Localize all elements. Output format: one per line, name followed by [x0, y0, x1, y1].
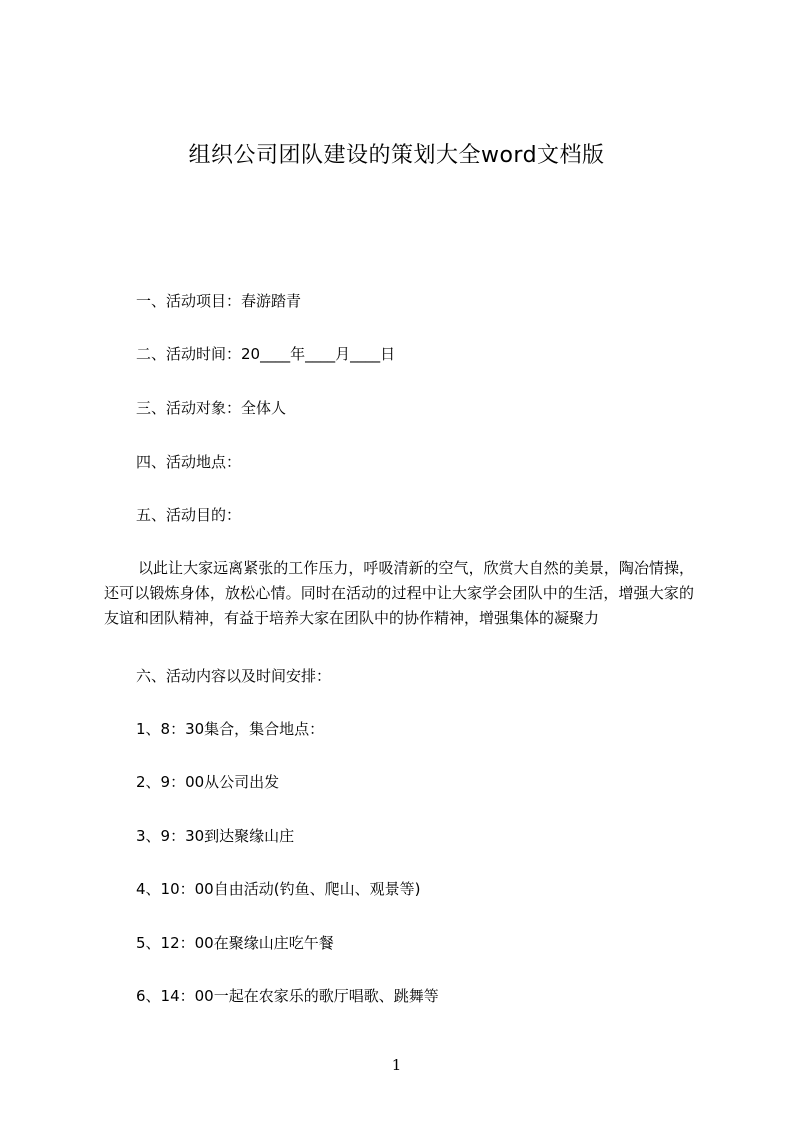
schedule-item: 1、8：30集合，集合地点：: [136, 720, 325, 738]
schedule-item: 2、9：00从公司出发: [136, 773, 280, 791]
item-activity-purpose: 五、活动目的：: [136, 506, 242, 524]
purpose-paragraph: 以此让大家远离紧张的工作压力，呼吸清新的空气，欣赏大自然的美景，陶冶情操，还可以锻炼身体，放松心情。同时在活动的过程中让大家学会团队中的生活，增强大家的友谊和团队精神，有益于培养大家在团队中的协作精神，增强集体的凝聚力: [104, 559, 694, 627]
item-activity-time: 二、活动时间：20____年____月____日: [136, 345, 396, 363]
page-number: 1: [391, 1056, 402, 1074]
schedule-item: 4、10：00自由活动(钓鱼、爬山、观景等): [136, 880, 421, 898]
item-activity-location: 四、活动地点：: [136, 453, 242, 471]
schedule-item: 5、12：00在聚缘山庄吃午餐: [136, 934, 334, 952]
document-title: 组织公司团队建设的策划大全word文档版: [188, 143, 605, 168]
item-activity-participants: 三、活动对象：全体人: [136, 399, 287, 417]
schedule-heading: 六、活动内容以及时间安排：: [136, 667, 332, 685]
schedule-item: 6、14：00一起在农家乐的歌厅唱歌、跳舞等: [136, 987, 439, 1005]
schedule-item: 3、9：30到达聚缘山庄: [136, 827, 295, 845]
item-activity-project: 一、活动项目：春游踏青: [136, 292, 302, 310]
